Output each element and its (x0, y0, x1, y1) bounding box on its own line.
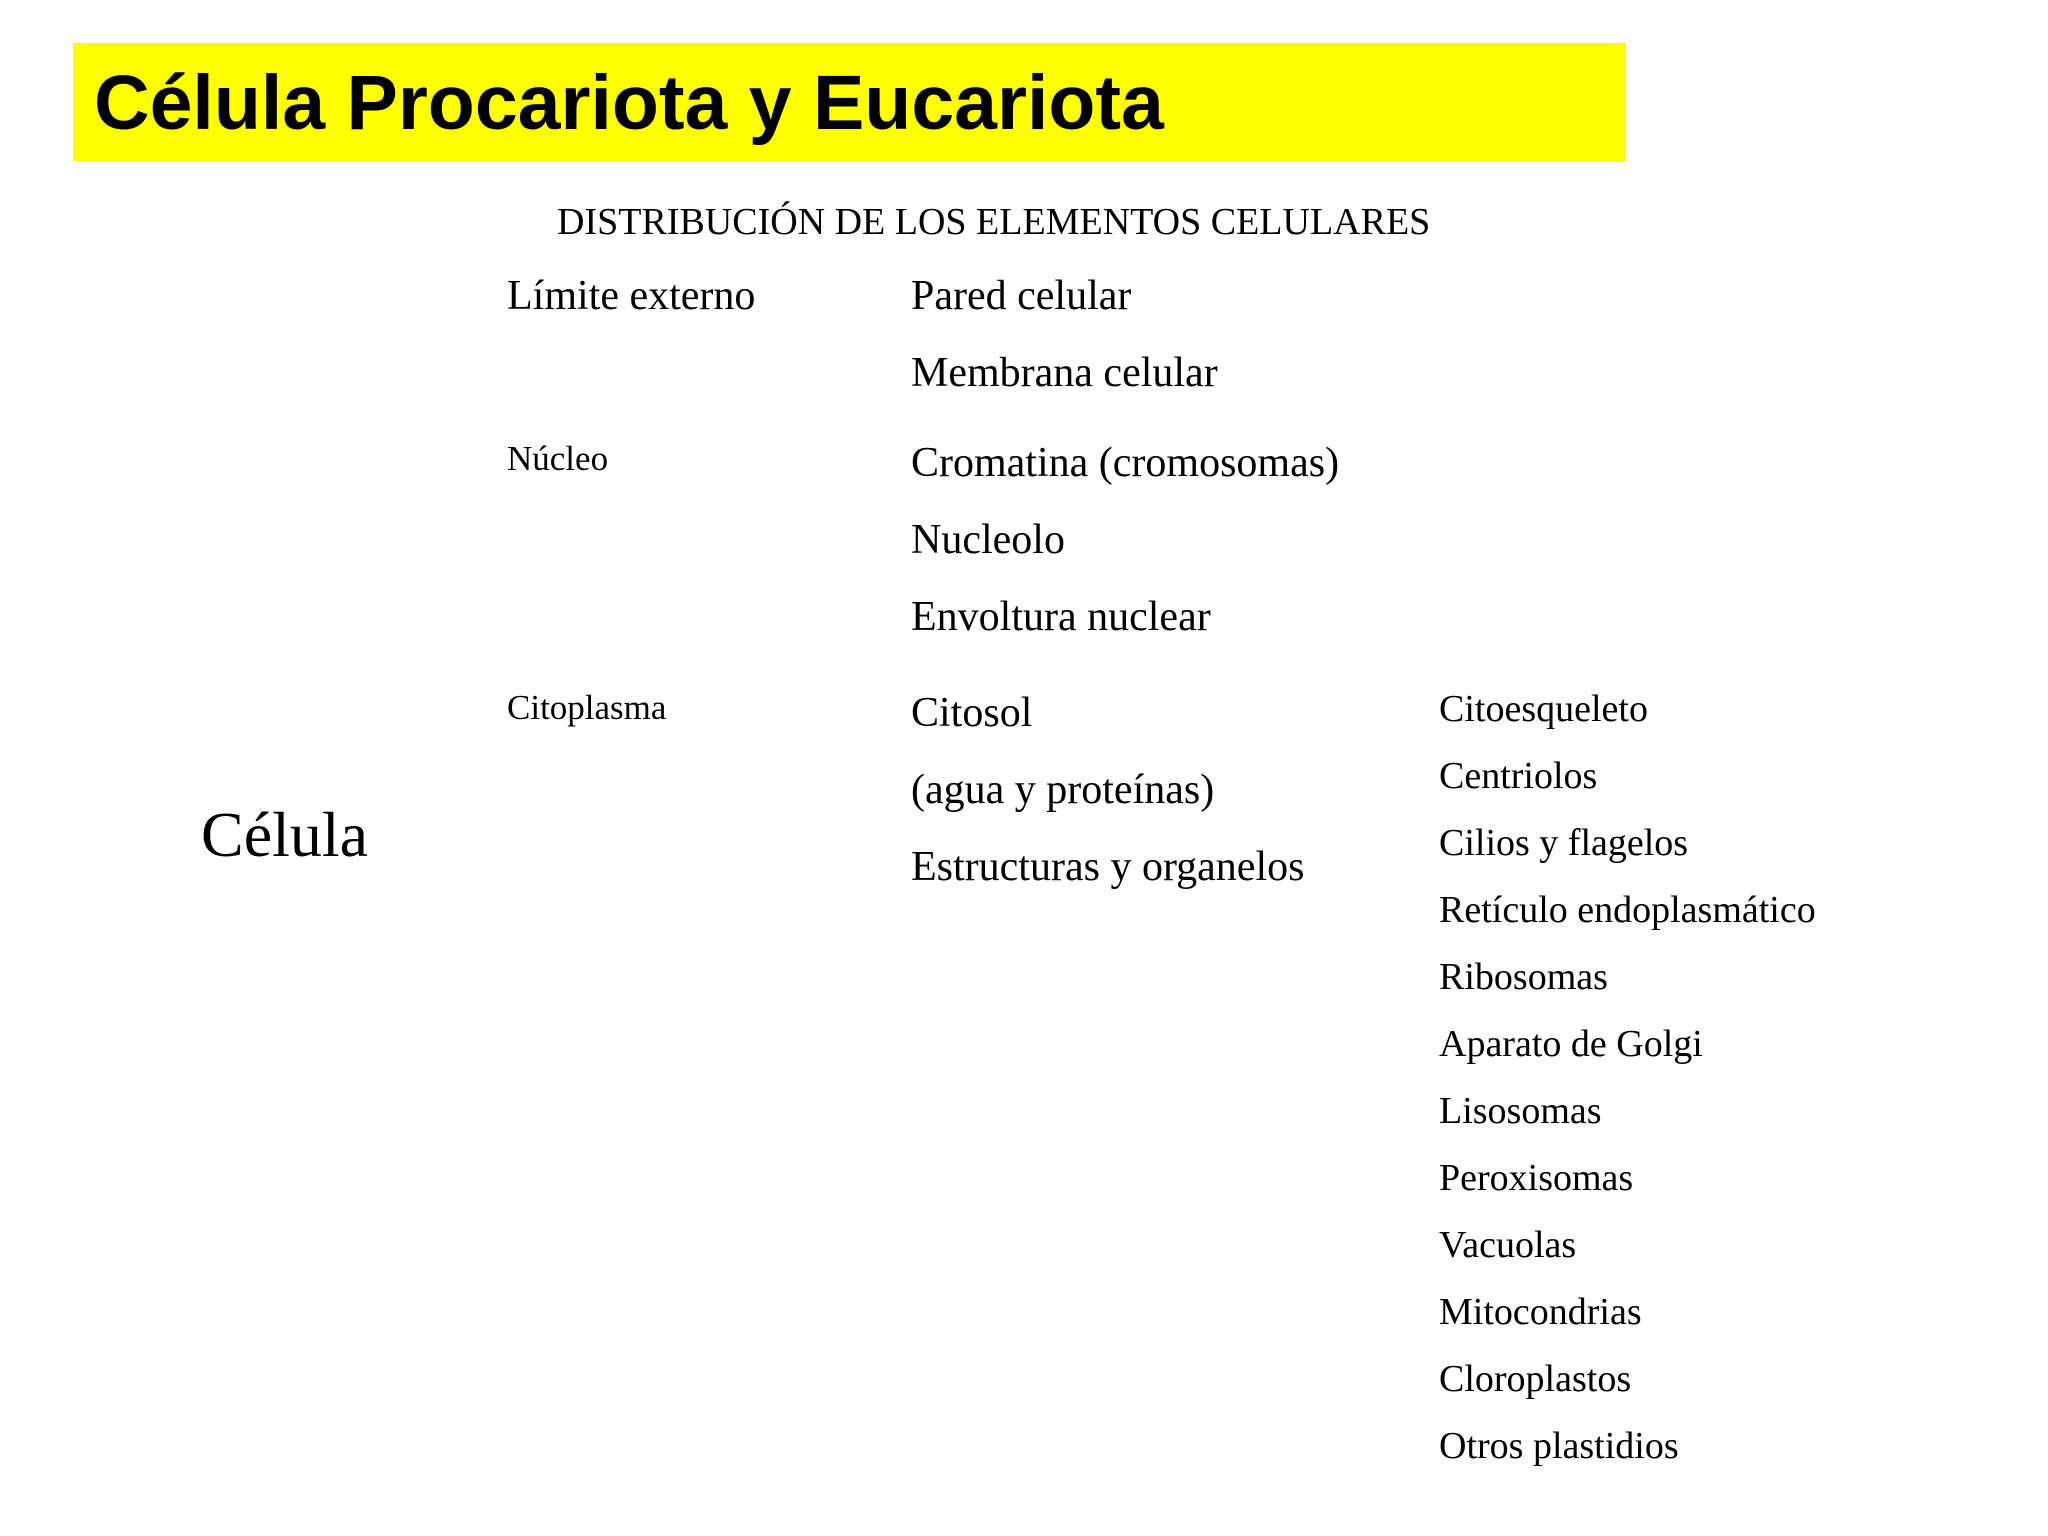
organelle-item: Cilios y flagelos (1439, 822, 1689, 864)
item-agua-proteinas: (agua y proteínas) (911, 767, 1215, 813)
organelle-item: Cloroplastos (1439, 1358, 1632, 1400)
organelle-item: Centriolos (1439, 755, 1598, 797)
root-label-celula: Célula (201, 799, 369, 870)
organelle-item: Peroxisomas (1439, 1157, 1634, 1199)
slide-subtitle: DISTRIBUCIÓN DE LOS ELEMENTOS CELULARES (557, 201, 1431, 243)
organelle-item: Ribosomas (1439, 956, 1608, 998)
organelle-item: Mitocondrias (1439, 1291, 1642, 1333)
item-nucleolo: Nucleolo (911, 517, 1065, 563)
slide-title: Célula Procariota y Eucariota (94, 60, 1164, 146)
organelle-item: Citoesqueleto (1439, 688, 1648, 730)
item-envoltura-nuclear: Envoltura nuclear (911, 594, 1211, 640)
organelle-item: Aparato de Golgi (1439, 1023, 1703, 1065)
category-citoplasma: Citoplasma (507, 688, 667, 727)
item-cromatina: Cromatina (cromosomas) (911, 440, 1340, 486)
category-limite-externo: Límite externo (507, 273, 756, 319)
category-nucleo: Núcleo (507, 439, 609, 478)
item-membrana-celular: Membrana celular (911, 350, 1218, 396)
organelle-item: Retículo endoplasmático (1439, 889, 1816, 931)
item-citosol: Citosol (911, 690, 1033, 736)
organelle-item: Lisosomas (1439, 1090, 1602, 1132)
title-banner (73, 43, 1626, 161)
item-pared-celular: Pared celular (911, 273, 1132, 319)
item-estructuras-organelos: Estructuras y organelos (911, 844, 1305, 890)
organelle-item: Otros plastidios (1439, 1425, 1679, 1467)
organelle-item: Vacuolas (1439, 1224, 1577, 1266)
